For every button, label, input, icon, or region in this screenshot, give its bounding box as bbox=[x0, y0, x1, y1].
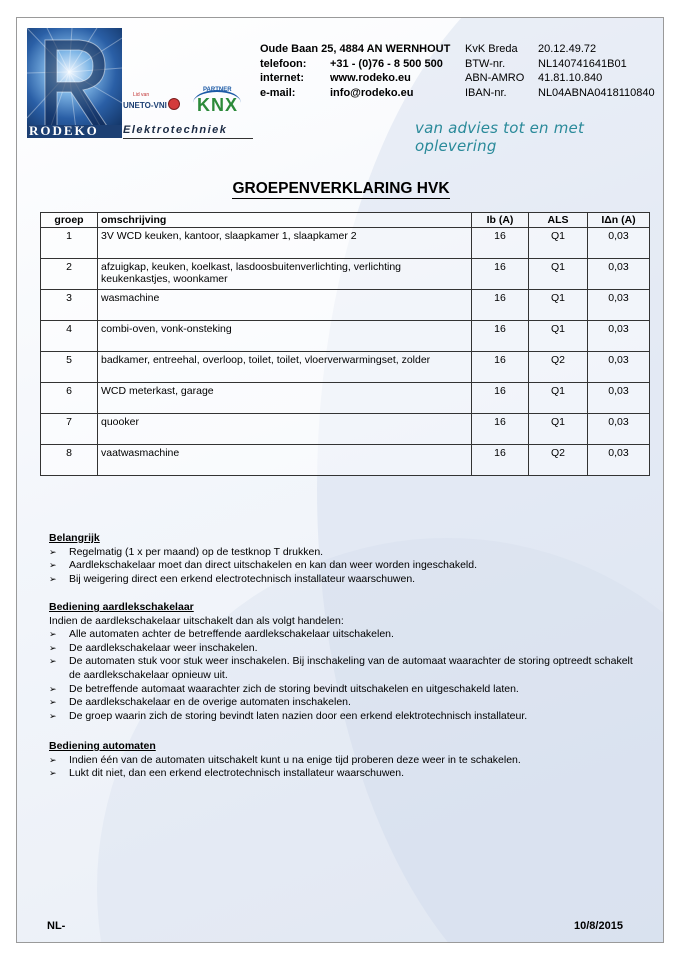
section-belangrijk bbox=[49, 532, 639, 586]
arrow-bullet-icon: ➢ bbox=[49, 656, 57, 667]
arrow-bullet-icon: ➢ bbox=[49, 642, 57, 653]
cell-idn: 0,03 bbox=[588, 321, 650, 352]
uneto-vni-logo: UNETO-VNI bbox=[123, 101, 167, 110]
cell-ib: 16 bbox=[472, 383, 529, 414]
table-header-row bbox=[41, 213, 650, 228]
contact-email: info@rodeko.eu bbox=[330, 86, 414, 99]
footer-reference: NL- bbox=[47, 920, 66, 932]
cell-idn: 0,03 bbox=[588, 259, 650, 290]
cell-als: Q1 bbox=[529, 290, 588, 321]
list-item: ➢ De groep waarin zich de storing bevindt laten nazien door een erkend elektrotechnisch installateur. bbox=[49, 709, 528, 722]
table-row bbox=[41, 383, 650, 414]
cell-ib: 16 bbox=[472, 352, 529, 383]
table-row bbox=[41, 290, 650, 321]
table-row bbox=[41, 259, 650, 290]
cell-omschrijving: vaatwasmachine bbox=[98, 445, 472, 476]
cell-als: Q1 bbox=[529, 414, 588, 445]
cell-omschrijving: 3V WCD keuken, kantoor, slaapkamer 1, slaapkamer 2 bbox=[98, 228, 472, 259]
document-title-text: GROEPENVERKLARING HVK bbox=[232, 180, 450, 197]
company-iban-value: NL04ABNA0418110840 bbox=[538, 86, 655, 99]
uneto-mark-icon bbox=[168, 98, 180, 110]
header-ib: Ib (A) bbox=[472, 213, 529, 228]
cell-groep: 7 bbox=[41, 414, 98, 445]
slogan: van advies tot en met oplevering bbox=[415, 119, 585, 155]
cell-omschrijving: quooker bbox=[98, 414, 472, 445]
list-item: ➢ De betreffende automaat waarachter zich de storing bevindt uitschakelen en uitgeschakeld laten. bbox=[49, 682, 519, 695]
aardlek-intro: Indien de aardlekschakelaar uitschakelt dan als volgt handelen: bbox=[49, 614, 344, 627]
section-automaten bbox=[49, 740, 639, 781]
table-row bbox=[41, 228, 650, 259]
cell-omschrijving: wasmachine bbox=[98, 290, 472, 321]
brand-name: RODEKO bbox=[29, 123, 99, 138]
cell-groep: 8 bbox=[41, 445, 98, 476]
cell-groep: 6 bbox=[41, 383, 98, 414]
contact-phone: +31 - (0)76 - 8 500 500 bbox=[330, 57, 443, 70]
header-groep: groep bbox=[41, 213, 98, 228]
cell-idn: 0,03 bbox=[588, 383, 650, 414]
list-item: ➢ Regelmatig (1 x per maand) op de testknop T drukken. bbox=[49, 545, 324, 558]
cell-ib: 16 bbox=[472, 290, 529, 321]
rodeko-r-logo-icon bbox=[27, 28, 122, 138]
logo-rays-icon bbox=[27, 28, 122, 138]
cell-idn: 0,03 bbox=[588, 228, 650, 259]
belangrijk-list bbox=[49, 546, 639, 587]
company-label-bank: ABN-AMRO bbox=[465, 72, 525, 85]
cell-ib: 16 bbox=[472, 414, 529, 445]
address-line: Oude Baan 25, 4884 AN WERNHOUT bbox=[260, 43, 451, 55]
list-item: ➢ De automaten stuk voor stuk weer inschakelen. Bij inschakeling van de automaat waarachter de storing optreedt schakelt de aardlekschakelaar opnieuw uit. bbox=[49, 655, 633, 681]
cell-ib: 16 bbox=[472, 445, 529, 476]
document-title bbox=[17, 180, 664, 198]
knx-logo: KNX bbox=[197, 95, 239, 115]
list-item: ➢ Indien één van de automaten uitschakelt kunt u na enige tijd proberen deze weer in te schakelen. bbox=[49, 753, 521, 766]
arrow-bullet-icon: ➢ bbox=[49, 546, 57, 557]
cell-ib: 16 bbox=[472, 321, 529, 352]
cell-als: Q2 bbox=[529, 352, 588, 383]
arrow-bullet-icon: ➢ bbox=[49, 697, 57, 708]
company-labels bbox=[465, 42, 524, 100]
company-values bbox=[538, 42, 655, 100]
list-item: ➢ Alle automaten achter de betreffende aardlekschakelaar uitschakelen. bbox=[49, 628, 394, 641]
cell-omschrijving: afzuigkap, keuken, koelkast, lasdoosbuitenverlichting, verlichting keukenkastjes, woonkamer bbox=[98, 259, 472, 290]
cell-ib: 16 bbox=[472, 228, 529, 259]
table-row bbox=[41, 414, 650, 445]
cell-idn: 0,03 bbox=[588, 445, 650, 476]
contact-label-email: e-mail: bbox=[260, 86, 296, 99]
cell-als: Q1 bbox=[529, 259, 588, 290]
list-item: ➢ Lukt dit niet, dan een erkend electrotechnisch installateur waarschuwen. bbox=[49, 767, 405, 780]
arrow-bullet-icon: ➢ bbox=[49, 560, 57, 571]
header-als: ALS bbox=[529, 213, 588, 228]
cell-als: Q1 bbox=[529, 383, 588, 414]
cell-ib: 16 bbox=[472, 259, 529, 290]
cell-groep: 1 bbox=[41, 228, 98, 259]
arrow-bullet-icon: ➢ bbox=[49, 683, 57, 694]
company-label-kvk: KvK Breda bbox=[465, 43, 518, 55]
brand-divider bbox=[123, 138, 253, 139]
cell-groep: 4 bbox=[41, 321, 98, 352]
section-heading-aardlek: Bediening aardlekschakelaar bbox=[49, 601, 194, 613]
table-row bbox=[41, 445, 650, 476]
automaten-list bbox=[49, 754, 639, 781]
list-item: ➢ Bij weigering direct een erkend electrotechnisch installateur waarschuwen. bbox=[49, 572, 416, 585]
company-btw-value: NL140741641B01 bbox=[538, 57, 627, 70]
list-item: ➢ De aardlekschakelaar en de overige automaten inschakelen. bbox=[49, 696, 351, 709]
arrow-bullet-icon: ➢ bbox=[49, 629, 57, 640]
cell-idn: 0,03 bbox=[588, 352, 650, 383]
header-omschrijving: omschrijving bbox=[98, 213, 472, 228]
company-label-btw: BTW-nr. bbox=[465, 57, 506, 70]
document-page bbox=[16, 17, 664, 943]
cell-omschrijving: WCD meterkast, garage bbox=[98, 383, 472, 414]
header-idn: IΔn (A) bbox=[588, 213, 650, 228]
uneto-member-label: Lid van bbox=[133, 92, 150, 98]
cell-idn: 0,03 bbox=[588, 290, 650, 321]
table-row bbox=[41, 321, 650, 352]
contact-values bbox=[330, 57, 443, 101]
aardlek-list bbox=[49, 628, 639, 723]
cell-als: Q1 bbox=[529, 228, 588, 259]
list-item: ➢ Aardlekschakelaar moet dan direct uitschakelen en kan dan weer worden ingeschakeld. bbox=[49, 559, 477, 572]
cell-omschrijving: badkamer, entreehal, overloop, toilet, toilet, vloerverwarmingset, zolder bbox=[98, 352, 472, 383]
arrow-bullet-icon: ➢ bbox=[49, 710, 57, 721]
arrow-bullet-icon: ➢ bbox=[49, 754, 57, 765]
company-bank-value: 41.81.10.840 bbox=[538, 72, 603, 85]
cell-omschrijving: combi-oven, vonk-onsteking bbox=[98, 321, 472, 352]
cell-groep: 5 bbox=[41, 352, 98, 383]
section-heading-belangrijk: Belangrijk bbox=[49, 532, 100, 544]
list-item: ➢ De aardlekschakelaar weer inschakelen. bbox=[49, 641, 258, 654]
company-label-iban: IBAN-nr. bbox=[465, 86, 507, 99]
arrow-bullet-icon: ➢ bbox=[49, 768, 57, 779]
cell-groep: 3 bbox=[41, 290, 98, 321]
contact-label-phone: telefoon: bbox=[260, 57, 307, 70]
cell-groep: 2 bbox=[41, 259, 98, 290]
brand-subtitle: Elektrotechniek bbox=[123, 124, 228, 136]
cell-idn: 0,03 bbox=[588, 414, 650, 445]
table-row bbox=[41, 352, 650, 383]
contact-label-internet: internet: bbox=[260, 72, 304, 85]
cell-als: Q2 bbox=[529, 445, 588, 476]
section-aardlek bbox=[49, 601, 639, 723]
section-heading-automaten: Bediening automaten bbox=[49, 740, 156, 752]
groups-table bbox=[40, 212, 650, 476]
arrow-bullet-icon: ➢ bbox=[49, 573, 57, 584]
contact-labels bbox=[260, 57, 306, 101]
contact-website: www.rodeko.eu bbox=[330, 72, 411, 85]
company-kvk-value: 20.12.49.72 bbox=[538, 43, 597, 55]
footer-date: 10/8/2015 bbox=[574, 920, 623, 932]
knx-partner-label: PARTNER bbox=[203, 87, 232, 93]
cell-als: Q1 bbox=[529, 321, 588, 352]
